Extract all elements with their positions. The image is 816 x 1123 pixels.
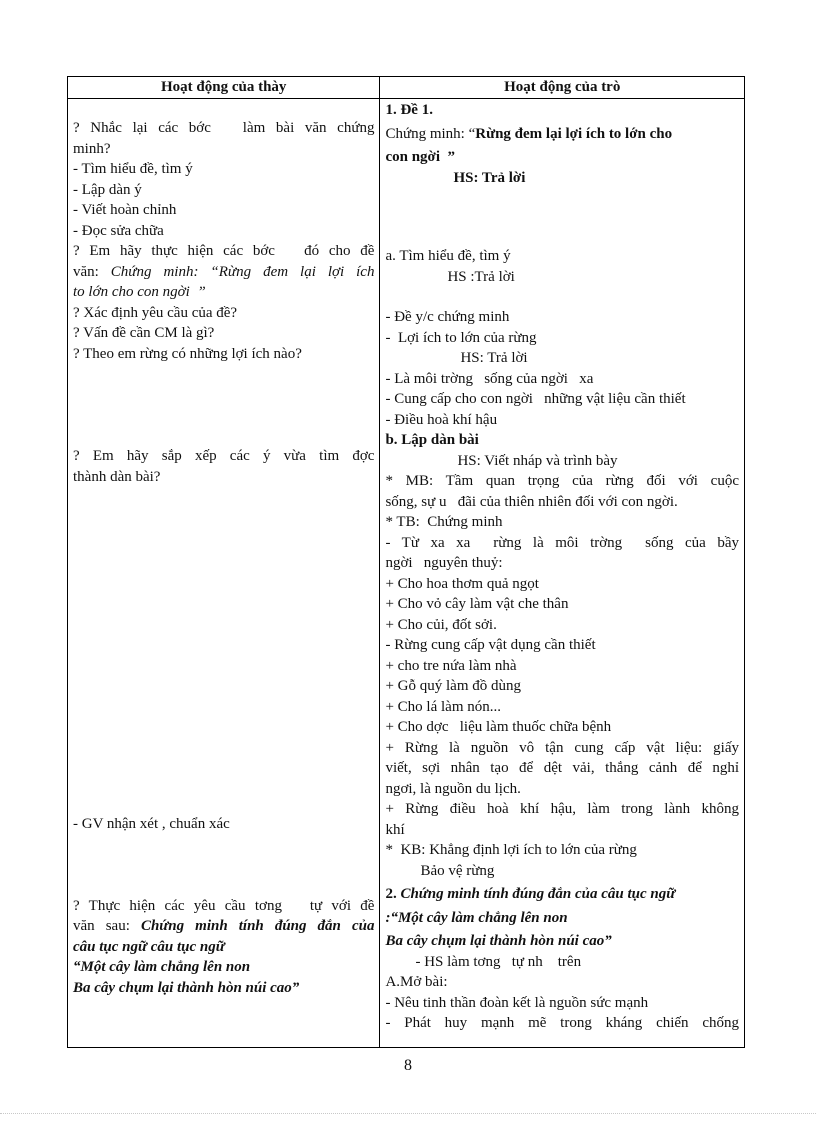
right-line-prefix: Chứng minh: “ — [385, 125, 476, 142]
left-line: - Đọc sửa chữa — [73, 222, 164, 239]
right-line: - Đề y/c chứng minh — [385, 309, 510, 325]
right-line: A.Mở bài: — [385, 974, 448, 990]
header-teacher: Hoạt động của thày — [68, 77, 380, 99]
left-line: thành dàn bài? — [73, 468, 161, 485]
right-line: viết, sợi nhân tạo để dệt vải, thắng cảnh để nghỉ — [385, 760, 739, 776]
right-line: + Rừng là nguồn vô tận cung cấp vật liệu: giấy — [385, 739, 739, 756]
right-line: Bảo vệ rừng — [420, 862, 495, 879]
right-line: - Lợi ích to lớn của rừng — [385, 329, 537, 346]
right-line: 1. Đề 1. — [385, 102, 433, 118]
left-line: ? Em hãy thực hiện các bớc đó cho đề — [73, 243, 375, 259]
student-column — [380, 99, 745, 1048]
left-line: - Lập dàn ý — [73, 181, 142, 198]
right-line: + cho tre nứa làm nhà — [385, 657, 517, 674]
right-line: - Phát huy mạnh mẽ trong kháng chiến chống — [385, 1015, 739, 1031]
right-line: * KB: Khẳng định lợi ích to lớn của rừng — [385, 842, 637, 858]
right-section-title: Chứng minh tính đúng đắn của câu tục ngữ — [400, 886, 676, 902]
right-line: + Cho lá làm nón... — [385, 698, 501, 715]
teacher-column — [68, 99, 380, 1048]
right-line: b. Lập dàn bài — [385, 432, 479, 448]
left-line — [73, 916, 374, 937]
right-line: ngời nguyên thuỷ: — [385, 555, 503, 571]
right-line: + Gỗ quý làm đồ dùng — [385, 678, 521, 694]
right-line: HS :Trả lời — [447, 268, 515, 285]
left-line: to lớn cho con ngời ” — [73, 284, 206, 300]
left-line-prefix: văn: — [73, 263, 111, 280]
right-line: - Là môi trờng sống của ngời xa — [385, 370, 594, 387]
right-line: ngơi, là nguồn du lịch. — [385, 780, 521, 797]
left-line: ? Vấn đề cần CM là gì? — [73, 325, 215, 341]
lesson-table — [67, 76, 745, 1048]
right-line: * TB: Chứng minh — [385, 514, 503, 530]
right-line: - Điều hoà khí hậu — [385, 411, 498, 428]
right-proverb-line: Ba cây chụm lại thành hòn núi cao” — [385, 933, 612, 949]
table-header-row — [68, 77, 745, 99]
left-line: minh? — [73, 140, 111, 157]
left-proverb-line: Ba cây chụm lại thành hòn núi cao” — [73, 979, 300, 996]
left-topic-italic: Chứng minh: “Rừng đem lại lợi ích — [110, 263, 375, 280]
right-line: a. Tìm hiểu đề, tìm ý — [385, 248, 511, 264]
right-line: + Cho vỏ cây làm vật che thân — [385, 596, 569, 612]
right-line: + Cho hoa thơm quả ngọt — [385, 575, 539, 592]
right-line: + Rừng điều hoà khí hậu, làm trong lành không — [385, 801, 739, 817]
left-line: - Tìm hiểu đề, tìm ý — [73, 161, 193, 177]
page-bottom-divider — [0, 1113, 816, 1114]
left-task-bold: Chứng minh tính đúng đắn của — [140, 918, 375, 934]
left-line: ? Nhắc lại các bớc làm bài văn chứng — [73, 120, 375, 136]
left-line: - GV nhận xét , chuẩn xác — [73, 816, 230, 832]
right-line — [385, 884, 739, 905]
left-line: - Viết hoàn chỉnh — [73, 202, 177, 218]
header-student: Hoạt động của trò — [380, 77, 745, 99]
right-line: + Cho củi, đốt sởi. — [385, 616, 497, 633]
right-line: - Rừng cung cấp vật dụng cần thiết — [385, 637, 596, 653]
left-line: ? Xác định yêu cầu của đề? — [73, 304, 238, 321]
right-section-number: 2. — [385, 886, 401, 902]
right-proverb-line: :“Một cây làm chẳng lên non — [385, 909, 568, 926]
right-line: HS: Viết nháp và trình bày — [457, 452, 618, 469]
left-line — [73, 262, 374, 283]
right-line: khí — [385, 821, 405, 838]
right-line: + Cho dợc liệu làm thuốc chữa bệnh — [385, 719, 612, 735]
left-line: ? Em hãy sắp xếp các ý vừa tìm đợc — [73, 448, 375, 464]
right-line: sống, sự u đãi của thiên nhiên đối với con ngời. — [385, 493, 678, 510]
right-line — [385, 124, 739, 145]
right-line: * MB: Tầm quan trọng của rừng đối với cuộc — [385, 473, 739, 489]
right-line: con ngời ” — [385, 149, 456, 165]
left-line: ? Theo em rừng có những lợi ích nào? — [73, 345, 302, 362]
left-line-prefix: văn sau: — [73, 918, 141, 934]
page-number: 8 — [404, 1057, 412, 1074]
left-line: ? Thực hiện các yêu cầu tơng tự với đề — [73, 897, 375, 914]
left-line: câu tục ngữ câu tục ngữ — [73, 938, 225, 955]
right-line: HS: Trả lời — [453, 169, 526, 186]
right-line: - HS làm tơng tự nh trên — [415, 953, 582, 970]
right-line: - Từ xa xa rừng là môi trờng sống của bầy — [385, 534, 739, 551]
right-line: HS: Trả lời — [460, 350, 528, 366]
right-topic-bold: Rừng đem lại lợi ích to lớn cho — [475, 125, 673, 142]
right-line: - Nêu tinh thần đoàn kết là nguồn sức mạnh — [385, 994, 649, 1011]
right-line: - Cung cấp cho con ngời những vật liệu cần thiết — [385, 391, 686, 407]
left-proverb-line: “Một cây làm chẳng lên non — [73, 959, 251, 975]
table-row — [68, 99, 745, 1048]
